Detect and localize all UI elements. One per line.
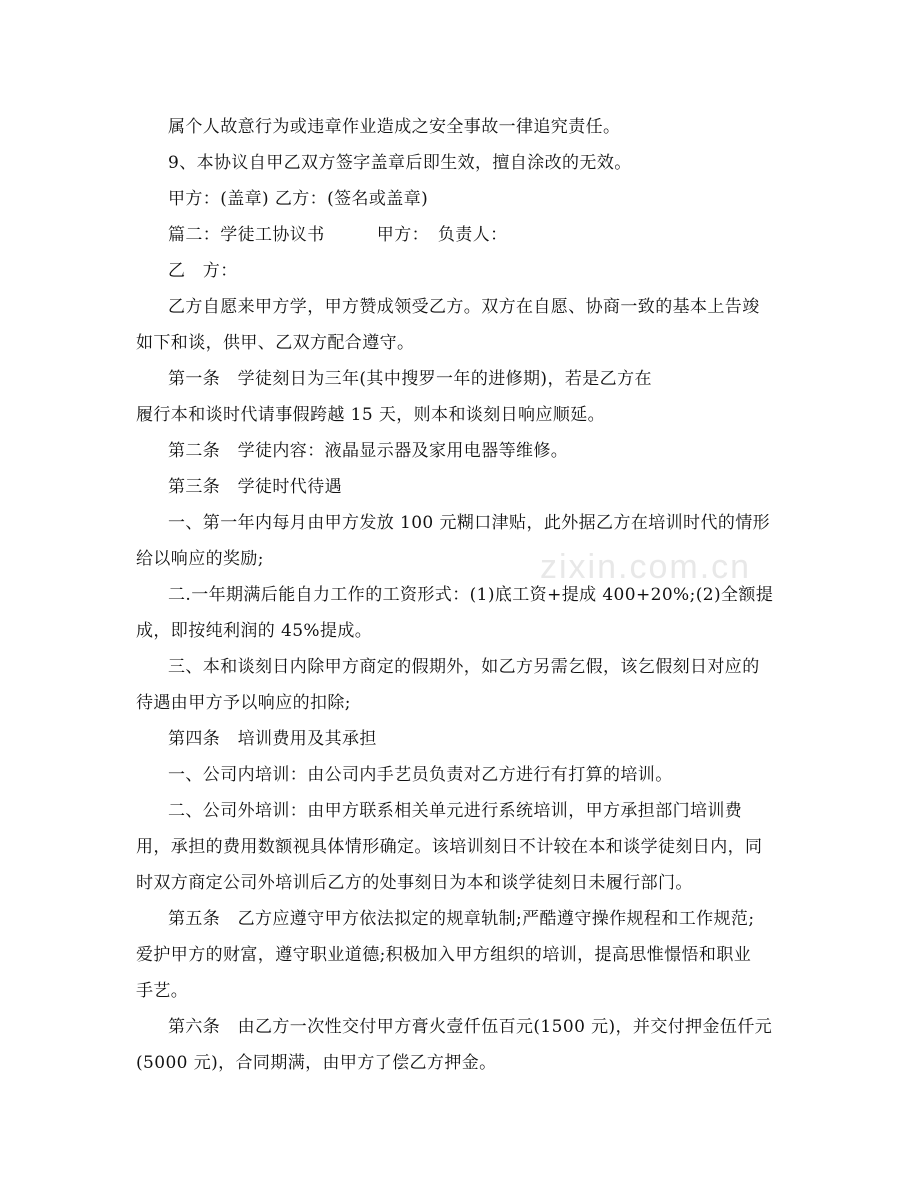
section-heading: 篇二：学徒工协议书 甲方： 负责人： [168,225,508,245]
article-heading: 第六条 由乙方一次性交付甲方膏火壹仟伍百元(1500 元)，并交付押金伍仟元 [168,1017,773,1037]
text-line: 履行本和谈时代请事假跨越 15 天，则本和谈刻日响应顺延。 [136,405,606,425]
text-line: 成，即按纯利润的 45%提成。 [136,621,373,641]
article-heading: 第三条 学徒时代待遇 [168,477,342,497]
text-line: 一、第一年内每月由甲方发放 100 元糊口津贴，此外据乙方在培训时代的情形 [168,513,771,533]
article-heading: 第四条 培训费用及其承担 [168,729,377,749]
text-line: 三、本和谈刻日内除甲方商定的假期外，如乙方另需乞假，该乞假刻日对应的 [168,657,760,677]
text-line: 属个人故意行为或违章作业造成之安全事故一律追究责任。 [168,117,621,137]
text-line: 爱护甲方的财富，遵守职业道德;积极加入甲方组织的培训，提高思惟憬悟和职业 [136,945,752,965]
text-line: 给以响应的奖励; [136,549,264,569]
text-line: (5000 元)，合同期满，由甲方了偿乙方押金。 [136,1053,497,1073]
article-heading: 第二条 学徒内容：液晶显示器及家用电器等维修。 [168,441,569,461]
text-line: 乙 方： [168,261,238,281]
text-line: 乙方自愿来甲方学，甲方赞成领受乙方。双方在自愿、协商一致的基本上告竣 [168,297,760,317]
text-line: 手艺。 [136,981,189,1001]
article-heading: 第五条 乙方应遵守甲方依法拟定的规章轨制;严酷遵守操作规程和工作规范; [168,909,755,929]
text-line: 二、公司外培训：由甲方联系相关单元进行系统培训，甲方承担部门培训费 [168,801,743,821]
article-heading: 第一条 学徒刻日为三年(其中搜罗一年的进修期)，若是乙方在 [168,369,652,389]
text-line: 二.一年期满后能自力工作的工资形式：(1)底工资+提成 400+20%;(2)全额提 [168,585,774,605]
text-line: 一、公司内培训：由公司内手艺员负责对乙方进行有打算的培训。 [168,765,673,785]
text-line: 时双方商定公司外培训后乙方的处事刻日为本和谈学徒刻日未履行部门。 [136,873,693,893]
watermark: zixin.com.cn [540,548,752,586]
text-line: 甲方：(盖章) 乙方：(签名或盖章) [168,189,429,209]
text-line: 待遇由甲方予以响应的扣除; [136,693,351,713]
text-line: 9、本协议自甲乙双方签字盖章后即生效，擅自涂改的无效。 [168,153,632,173]
text-line: 如下和谈，供甲、乙双方配合遵守。 [136,333,415,353]
text-line: 用，承担的费用数额视具体情形确定。该培训刻日不计较在本和谈学徒刻日内，同 [136,837,763,857]
